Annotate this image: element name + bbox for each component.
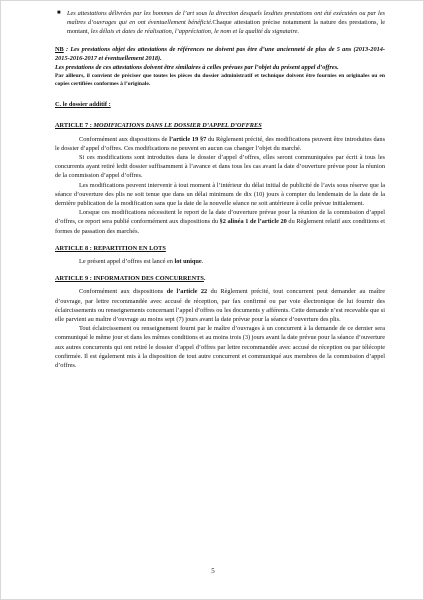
- article7-paragraph-2: Si ces modifications sont introduites dans le dossier d’appel d’offres, elles seront communiquées par écrit à tous les concurrents ayant retiré ledit dossier suffisamment à l’avance et dans tous les cas avant la date d’ouverture prévue pour la réunion de la commission d’appel d’offres.: [55, 154, 385, 180]
- article7-p1-ref: l’article 19 §7: [169, 135, 207, 143]
- article9-p1-ref: de l’article 22: [166, 288, 208, 296]
- article7-paragraph-4: [55, 208, 385, 236]
- page-content: [55, 9, 385, 370]
- section-c-heading: C. le dossier additif :: [55, 101, 111, 109]
- bullet-icon: ■: [57, 10, 61, 16]
- article7-heading-prefix: ARTICLE 7 :: [55, 122, 94, 130]
- article8-paragraph-1: [55, 257, 385, 266]
- bullet-italic-tail: les délais et dates de réalisation, l’appréciation, le nom et la qualité du signataire.: [90, 28, 300, 36]
- article7-p4-c: du Règlement relatif aux conditions et formes de passation des marchés.: [55, 218, 385, 235]
- page-number: 5: [211, 567, 215, 575]
- article9-p1-c: du Règlement précité, tout concurrent peut demander au maître d’ouvrage, par lettre recommandée avec accusé de réception, par fax confirmé ou par voie électronique de lui fournir des éclaircissements ou renseignements concernant l’appel d’offres ou les documents y afférents. Cette demande n’est recevable que si elle parvient au maître d’ouvrage au moins sept (7) jours avant la date prévue pour la séance d’ouverture des plis.: [55, 288, 386, 324]
- article7-p4-a: Lorsque ces modifications nécessitent le report de la date d’ouverture prévue pour la réunion de la commission d’appel d’offres, ce report sera publié conformément aux dispositions du: [55, 209, 385, 226]
- nb-text: : Les prestations objet des attestations de références ne doivent pas être d’une ancienneté de plus de 5 ans (2013-2014-2015-2016-2017 et éventuellement 2018).: [55, 45, 385, 62]
- article9-p1-a: Conformément aux dispositions: [79, 288, 167, 296]
- bullet-italic-text: Les attestations délivrées par les hommes de l’art sous la direction desquels lesdites prestations ont été exécutées ou par les maîtres d’ouvrages qui en ont éventuellement bénéficié.: [67, 10, 385, 27]
- article7-paragraph-1: [55, 135, 385, 153]
- article8-heading: ARTICLE 8 : REPARTITION EN LOTS: [55, 244, 166, 252]
- article7-p4-ref: §2 alinéa 1 de l’article 20: [219, 218, 287, 226]
- article7-p1-a: Conformément aux dispositions de: [79, 135, 170, 143]
- bullet-paragraph: [67, 9, 385, 37]
- article7-heading-title: MODIFICATIONS DANS LE DOSSIER D’APPEL D’OFFRES: [93, 122, 262, 130]
- bullet-item-attestations: [55, 9, 385, 37]
- article8-p1-a: Le présent appel d’offres est lancé en: [79, 258, 175, 266]
- nb-label: NB: [55, 45, 64, 53]
- article7-heading: [55, 121, 385, 130]
- article8-p1-c: .: [201, 258, 204, 266]
- article9-heading-end: .: [203, 275, 206, 283]
- nb-small-note: Par ailleurs, il convient de préciser que toutes les pièces du dossier administratif et technique doivent être fournies en originales ou en copies certifiées conformes à l’originale.: [55, 73, 385, 88]
- bullet-normal-text: Chaque attestation précise notamment la nature des prestations, le montant,: [67, 19, 385, 36]
- article7-p1-c: du Règlement précité, des modifications peuvent être introduites dans le dossier d’appel d’offres. Ces modifications ne peuvent en aucun cas changer l’objet du marché.: [55, 135, 386, 152]
- article7-paragraph-3: Les modifications peuvent intervenir à tout moment à l’intérieur du délai initial de publicité de l’avis sous réserve que la séance d’ouverture des plis ne soit tenue que dans un délai minimum de dix (10) jours à compter du lendemain de la date de la dernière publication de la modification sans que la date de la nouvelle séance ne soit antérieure à celle prévue initialement.: [55, 181, 385, 208]
- article9-paragraph-1: [55, 287, 385, 324]
- nb-paragraph: [55, 45, 385, 63]
- nb-text-2: Les prestations de ces attestations doivent être similaires à celles prévues par l’objet du présent appel d’offres.: [55, 64, 339, 72]
- article8-lot-unique: lot unique: [174, 258, 202, 266]
- article9-paragraph-2: Tout éclaircissement ou renseignement fourni par le maître d’ouvrages à un concurrent à la demande de ce dernier sera communiqué le même jour et dans les mêmes conditions et au moins trois (3) jours avant la date prévue pour la séance d’ouverture aux autres concurrents qui ont retiré le dossier d’appel d’offres par lettre recommandée avec accusé de réception ou par télécopie confirmée. Il est également mis à la disposition de tout autre concurrent et communiqué aux membres de la commission d’appel d’offres.: [55, 325, 385, 370]
- article9-heading-text: ARTICLE 9 : INFORMATION DES CONCURRENTS: [55, 275, 204, 283]
- article9-heading: [55, 274, 385, 283]
